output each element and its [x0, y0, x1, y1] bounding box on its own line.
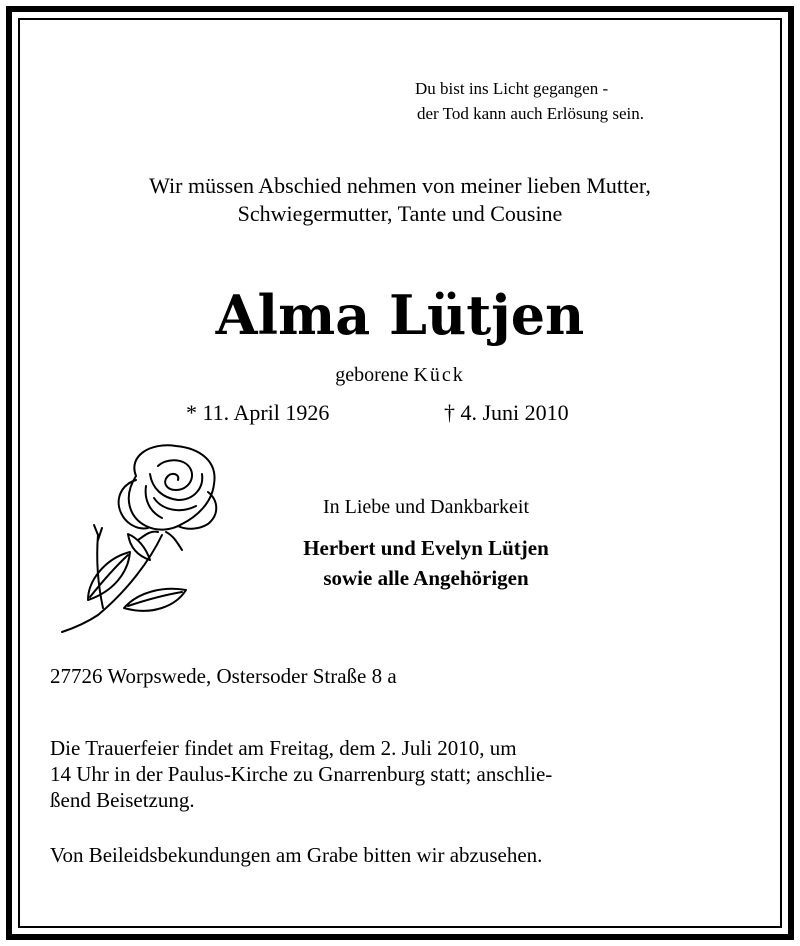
mourner-names: Herbert und Evelyn Lütjen — [303, 536, 549, 560]
ceremony-line-2: 14 Uhr in der Paulus-Kirche zu Gnarrenburg statt; anschlie- — [50, 762, 553, 786]
date-of-death: † 4. Juni 2010 — [444, 400, 569, 425]
motto-line-2: der Tod kann auch Erlösung sein. — [417, 104, 645, 123]
ceremony-line-1: Die Trauerfeier findet am Freitag, dem 2. Juli 2010, um — [50, 736, 517, 760]
mourner-relatives: sowie alle Angehörigen — [323, 566, 529, 590]
motto-line-1: Du bist ins Licht gegangen - — [415, 79, 609, 98]
motto-verse — [415, 76, 644, 126]
address: 27726 Worpswede, Ostersoder Straße 8 a — [50, 664, 397, 688]
ceremony-line-3: ßend Beisetzung. — [50, 788, 195, 812]
intro-line-2: Schwiegermutter, Tante und Cousine — [237, 201, 563, 226]
birth-name — [0, 364, 800, 387]
date-of-birth: * 11. April 1926 — [186, 400, 330, 425]
intro-text — [0, 172, 800, 228]
deceased-name: Alma Lütjen — [215, 283, 585, 347]
birth-surname: Kück — [413, 364, 465, 386]
dedication-line: In Liebe und Dankbarkeit — [322, 496, 530, 518]
intro-line-1: Wir müssen Abschied nehmen von meiner lieben Mutter, — [149, 173, 651, 198]
condolence-note: Von Beileidsbekundungen am Grabe bitten wir abzusehen. — [50, 843, 543, 867]
ceremony-notice — [50, 735, 755, 813]
birth-name-prefix: geborene — [335, 364, 409, 386]
rose-icon — [58, 440, 228, 635]
